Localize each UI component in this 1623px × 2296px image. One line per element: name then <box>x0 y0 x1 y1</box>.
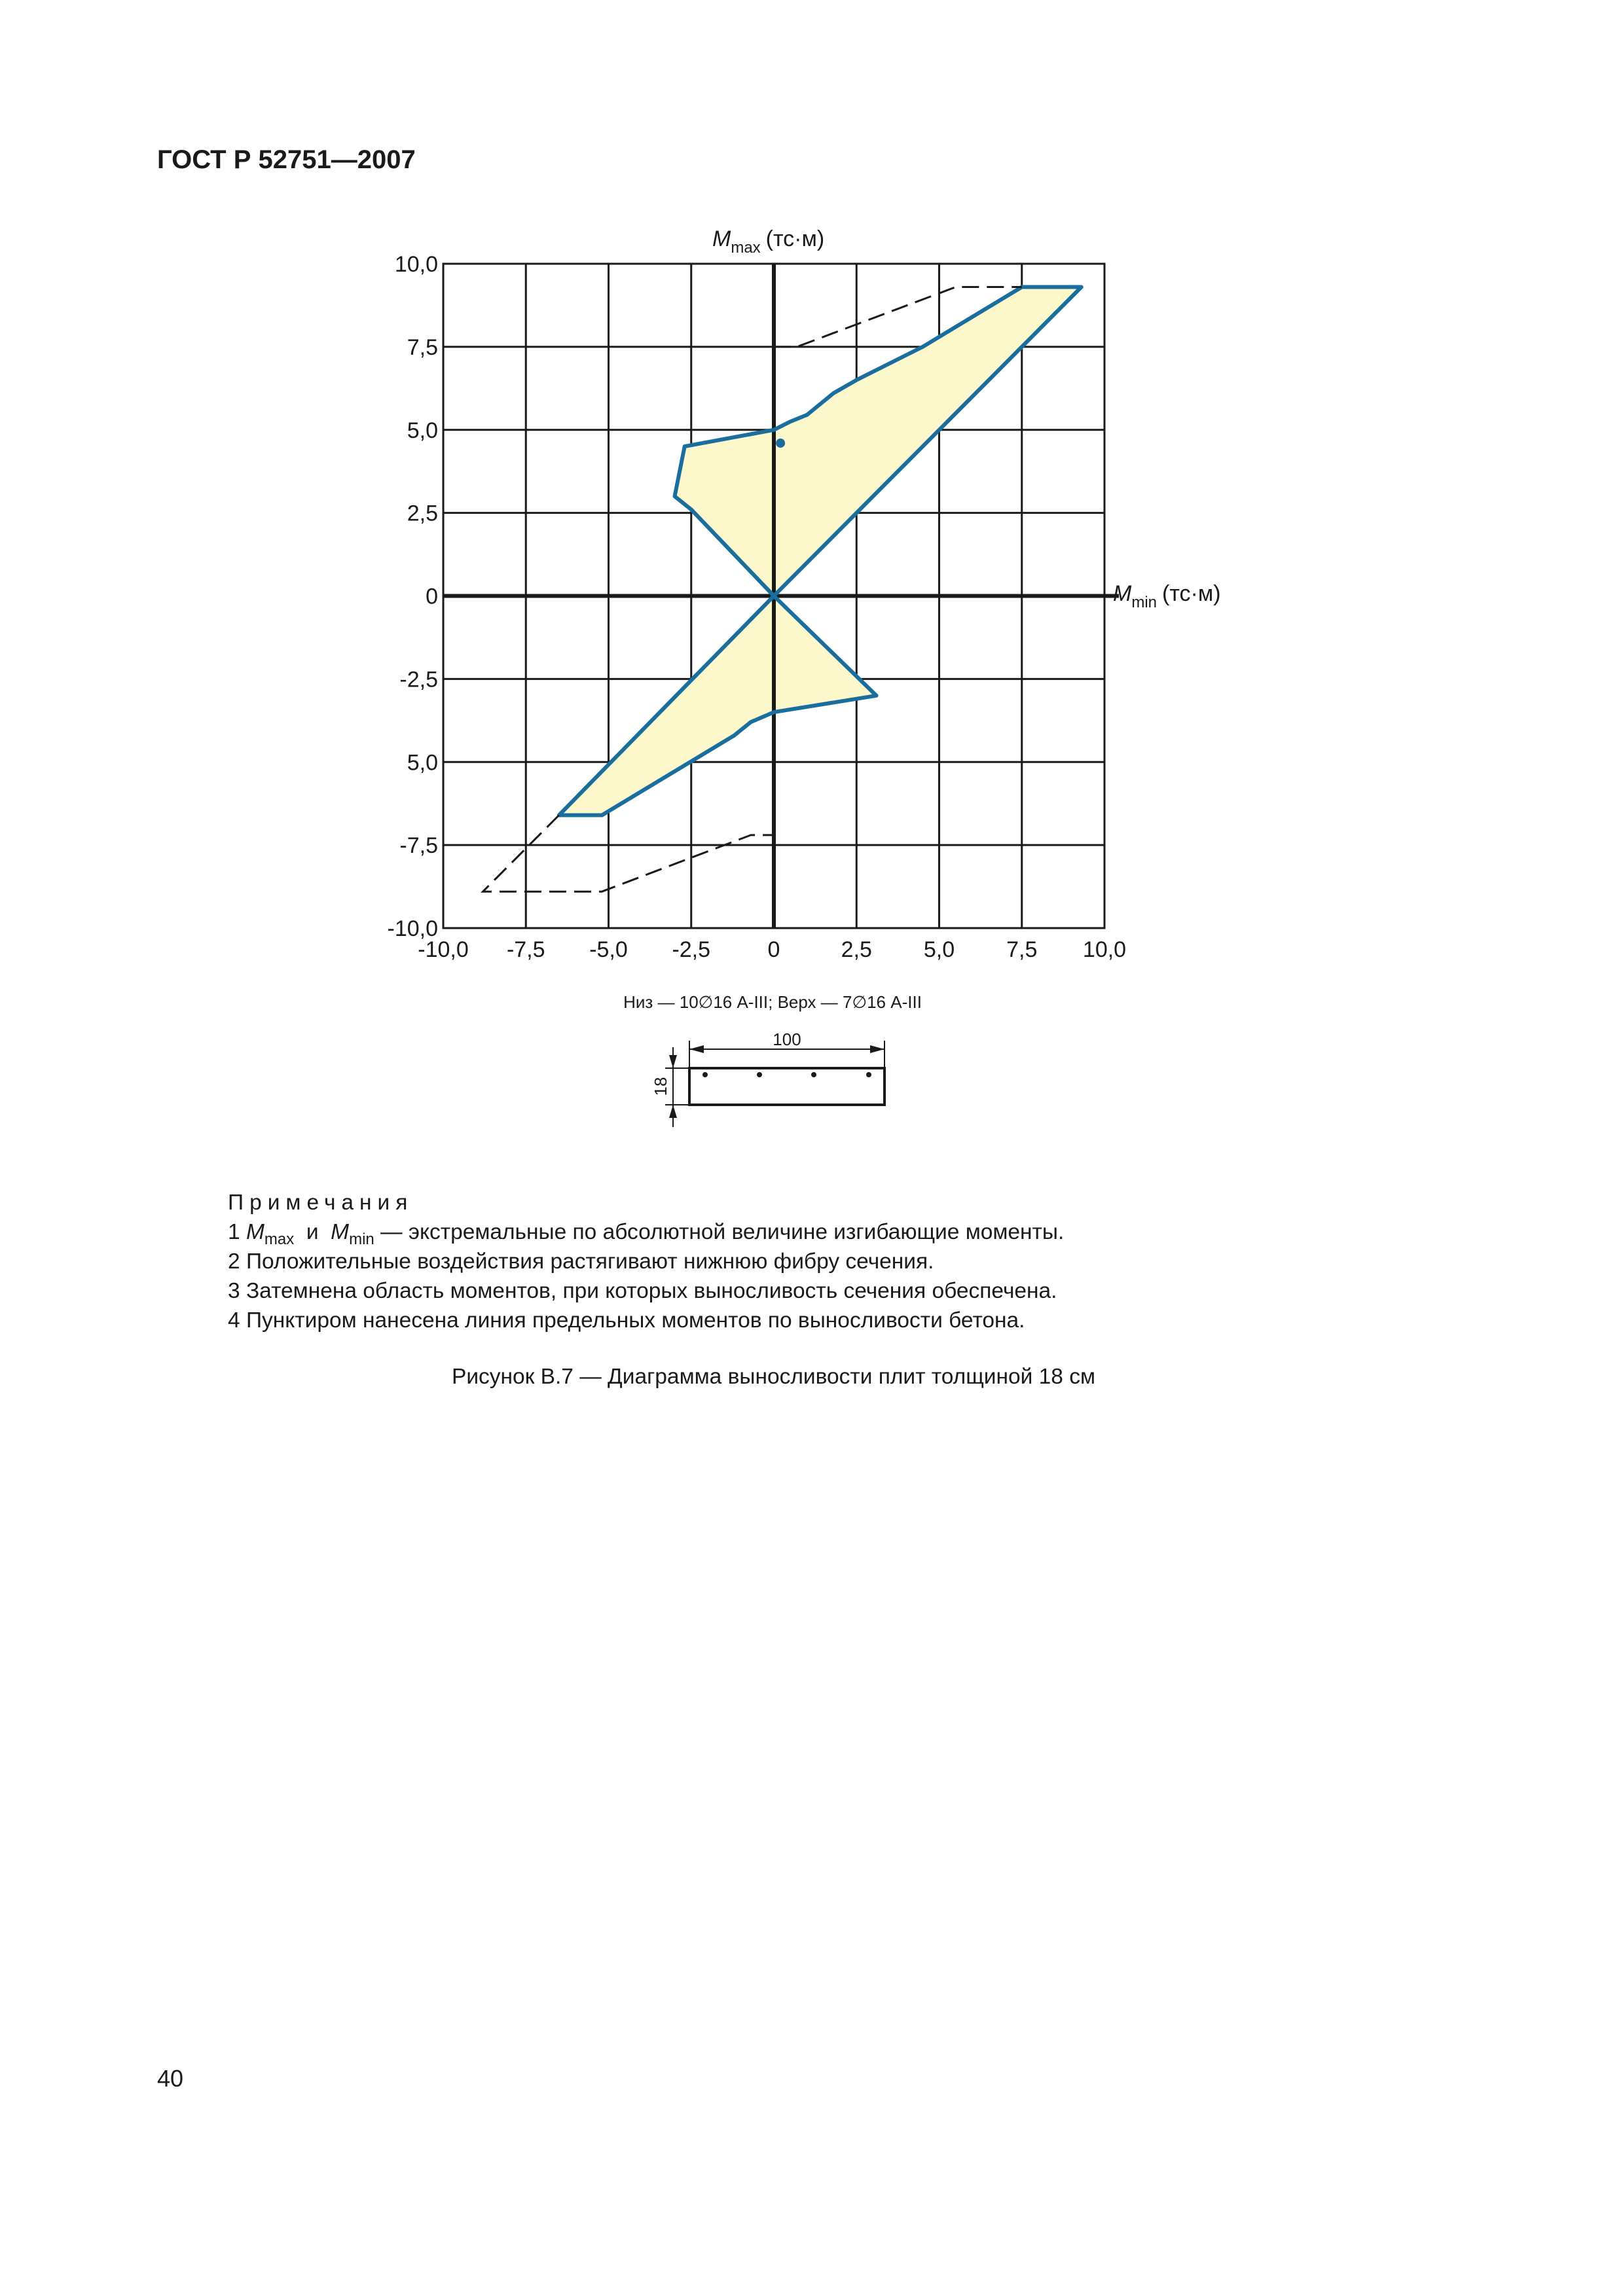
rebar-dot <box>811 1072 816 1077</box>
y-tick-label: 5,0 <box>407 750 438 776</box>
y-tick-label: -7,5 <box>399 833 438 859</box>
x-tick-label: 2,5 <box>841 937 872 962</box>
dim-arrow-bottom <box>669 1105 677 1118</box>
y-tick-label: 5,0 <box>407 418 438 443</box>
x-tick-label: -10,0 <box>418 937 469 962</box>
cross-section-sketch <box>651 1030 884 1127</box>
y-tick-label: -10,0 <box>387 916 438 941</box>
dim-arrow-top <box>669 1055 677 1068</box>
page-number: 40 <box>157 2065 184 2092</box>
endurance-boundary-line <box>559 287 1082 816</box>
x-axis-label: $M_{min}$ (тс·м) <box>1113 581 1221 611</box>
note-4: 4 Пунктиром нанесена линия предельных моментов по выносливости бетона. <box>228 1308 1025 1333</box>
y-tick-label: -2,5 <box>399 667 438 692</box>
main-axes <box>443 264 1119 928</box>
notes-heading: Примечания <box>228 1191 414 1215</box>
reinforcement-label: Низ — 10∅16 А-III; Верх — 7∅16 А-III <box>623 992 922 1012</box>
y-tick-label: 2,5 <box>407 501 438 526</box>
dim-arrow-left <box>689 1045 704 1053</box>
note-1: 1 $M_{max}$ и $M_{min}$ — экстремальные по абсолютной величине изгибающие моменты. <box>228 1220 1065 1248</box>
section-width-label: 100 <box>773 1030 801 1049</box>
rebar-dot <box>757 1072 762 1077</box>
dim-arrow-right <box>870 1045 884 1053</box>
data-point <box>776 439 785 448</box>
x-tick-label: 5,0 <box>923 937 955 962</box>
x-tick-label: 7,5 <box>1006 937 1038 962</box>
y-tick-label: 10,0 <box>394 252 438 277</box>
notes-block <box>228 1188 1064 1335</box>
rebar-dot <box>702 1072 708 1077</box>
figure-caption: Рисунок В.7 — Диаграмма выносливости плит толщиной 18 см <box>452 1365 1095 1389</box>
y-tick-label: 0 <box>426 584 438 609</box>
y-axis-label: $M_{max}$ (тс·м) <box>712 226 825 257</box>
document-header: ГОСТ Р 52751—2007 <box>157 145 416 174</box>
note-2: 2 Положительные воздействия растягивают нижнюю фибру сечения. <box>228 1249 934 1274</box>
x-tick-label: -7,5 <box>506 937 545 962</box>
y-tick-label: 7,5 <box>407 334 438 360</box>
x-tick-label: 10,0 <box>1082 937 1127 962</box>
note-3: 3 Затемнена область моментов, при которых выносливость сечения обеспечена. <box>228 1279 1057 1303</box>
tick-labels <box>388 252 1127 962</box>
x-tick-label: -2,5 <box>672 937 711 962</box>
rebar-dot <box>866 1072 871 1077</box>
x-tick-label: 0 <box>767 937 780 962</box>
section-outline <box>689 1068 884 1105</box>
x-tick-label: -5,0 <box>589 937 628 962</box>
section-height-label: 18 <box>651 1077 670 1096</box>
